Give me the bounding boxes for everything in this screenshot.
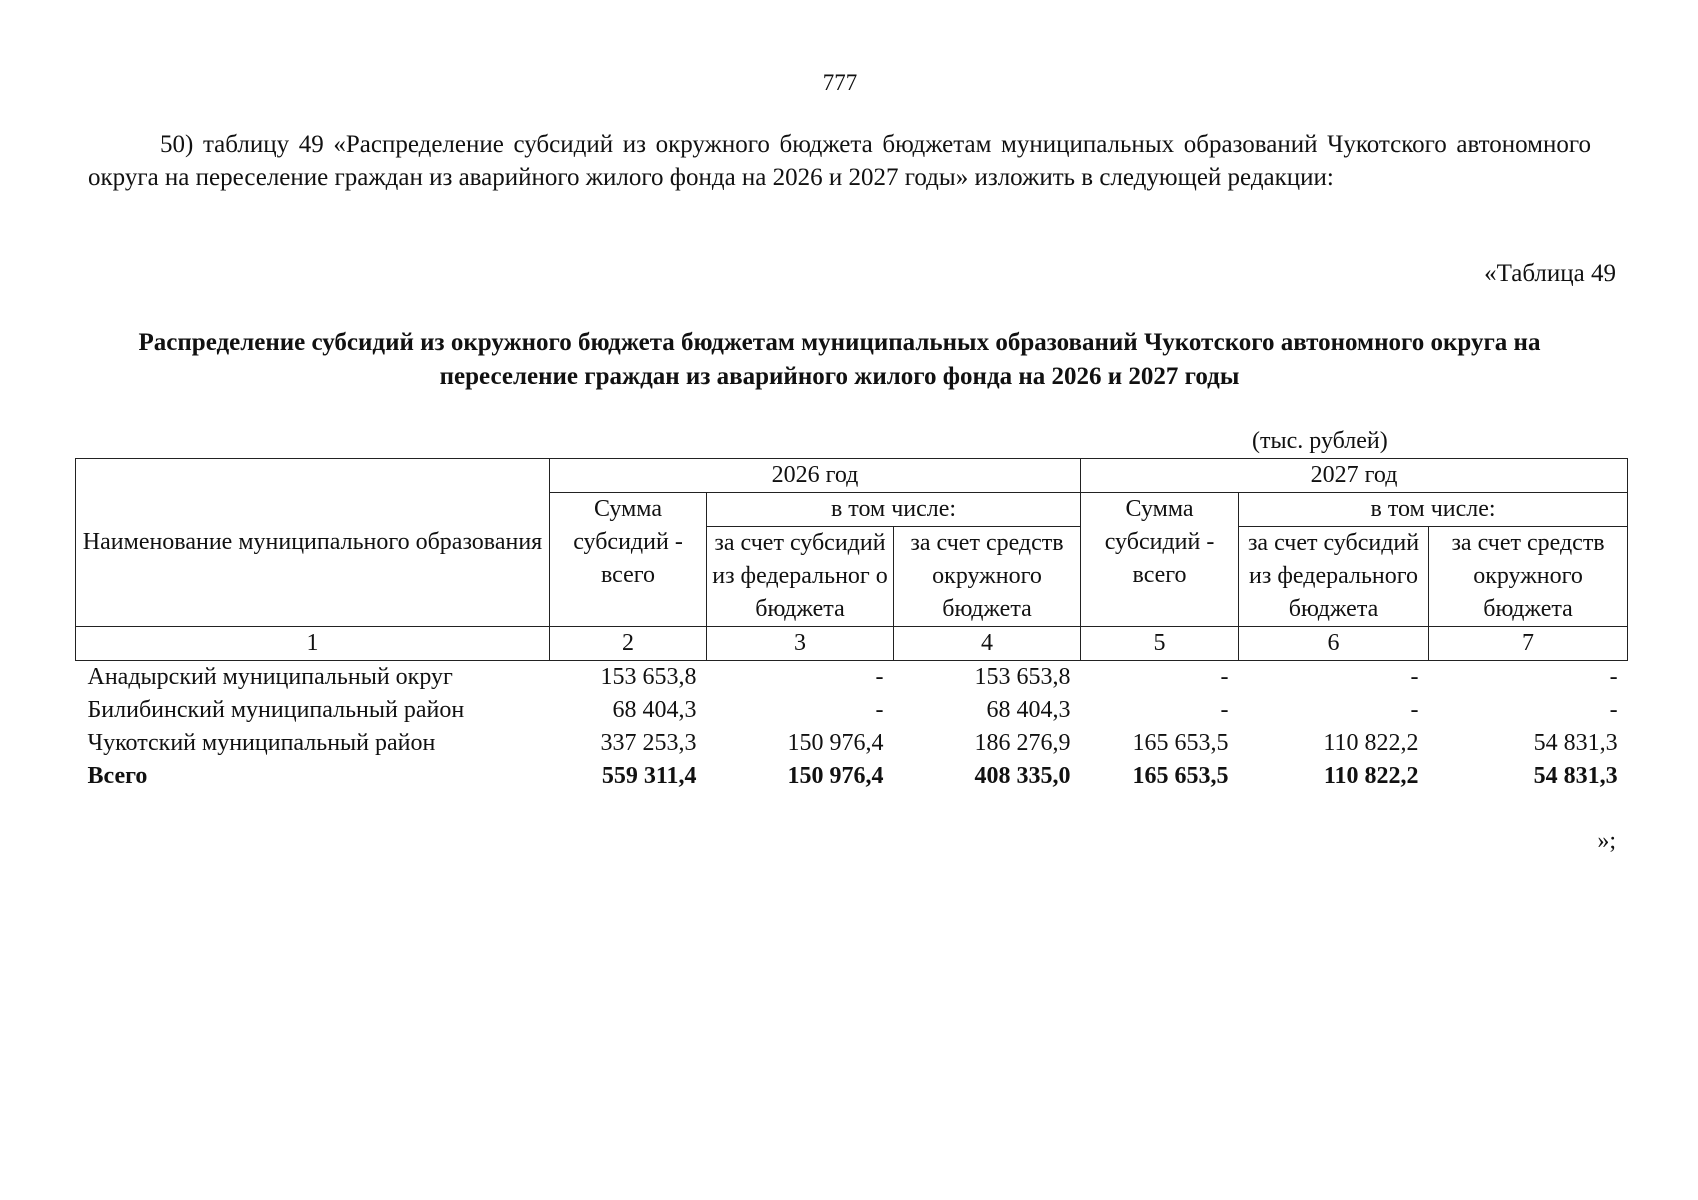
page-number: 777	[822, 70, 858, 95]
header-including-2026: в том числе:	[707, 493, 1081, 527]
subsidy-table	[75, 458, 1628, 793]
intro-paragraph: 50) таблицу 49 «Распределение субсидий из окружного бюджета бюджетам муниципальных образований Чукотского автономного округа на переселение граждан из аварийного жилого фонда на 2026 и 2027 годы» изложить в следующей редакции:	[88, 131, 1591, 191]
cell-federal-2026: 150 976,4	[787, 730, 884, 756]
total-2027: 165 653,5	[1132, 763, 1229, 789]
col-number: 1	[76, 627, 550, 661]
col-number: 3	[707, 627, 894, 661]
header-municipality: Наименование муниципального образования	[76, 459, 550, 627]
cell-okrug-2026: 153 653,8	[974, 664, 1071, 690]
total-okrug-2027: 54 831,3	[1533, 763, 1618, 789]
cell-total-2026: 337 253,3	[600, 730, 697, 756]
cell-federal-2027: 110 822,2	[1323, 730, 1419, 756]
cell-total-2027: -	[1220, 697, 1229, 723]
cell-okrug-2026: 68 404,3	[986, 697, 1071, 723]
row-municipality: Билибинский муниципальный район	[87, 697, 465, 723]
cell-federal-2027: -	[1410, 697, 1419, 723]
total-federal-2026: 150 976,4	[787, 763, 884, 789]
total-row	[76, 760, 1628, 793]
col-number: 4	[894, 627, 1081, 661]
cell-okrug-2027: 54 831,3	[1533, 730, 1618, 756]
col-number: 7	[1429, 627, 1628, 661]
cell-total-2027: -	[1220, 664, 1229, 690]
total-federal-2027: 110 822,2	[1323, 763, 1419, 789]
total-okrug-2026: 408 335,0	[974, 763, 1071, 789]
cell-okrug-2026: 186 276,9	[974, 730, 1071, 756]
col-number: 6	[1239, 627, 1429, 661]
header-okrug-2027: за счет средств окружного бюджета	[1429, 527, 1628, 627]
header-okrug-2026: за счет средств окружного бюджета	[894, 527, 1081, 627]
table-caption: «Таблица 49	[1484, 260, 1616, 287]
cell-federal-2026: -	[875, 664, 884, 690]
closing-quote: »;	[1597, 828, 1616, 854]
cell-federal-2026: -	[875, 697, 884, 723]
col-number: 2	[550, 627, 707, 661]
total-2026: 559 311,4	[601, 763, 697, 789]
table-row	[76, 661, 1628, 695]
cell-okrug-2027: -	[1609, 664, 1618, 690]
units-label: (тыс. рублей)	[1252, 428, 1388, 454]
header-total-2026: Сумма субсидий - всего	[550, 493, 707, 627]
row-municipality: Чукотский муниципальный район	[87, 730, 436, 756]
col-number: 5	[1081, 627, 1239, 661]
header-year-2027: 2027 год	[1081, 459, 1628, 493]
header-federal-2027: за счет субсидий из федерального бюджета	[1239, 527, 1429, 627]
table-row	[76, 694, 1628, 727]
cell-total-2027: 165 653,5	[1132, 730, 1229, 756]
table-title: Распределение субсидий из окружного бюджета бюджетам муниципальных образований Чукотского автономного округа на переселение граждан из аварийного жилого фонда на 2026 и 2027 годы	[138, 329, 1541, 390]
header-federal-2026: за счет субсидий из федеральног о бюджета	[707, 527, 894, 627]
row-municipality: Анадырский муниципальный округ	[87, 664, 453, 690]
cell-federal-2027: -	[1410, 664, 1419, 690]
header-year-2026: 2026 год	[550, 459, 1081, 493]
cell-total-2026: 153 653,8	[600, 664, 697, 690]
header-total-2027: Сумма субсидий - всего	[1081, 493, 1239, 627]
table-row	[76, 727, 1628, 760]
header-including-2027: в том числе:	[1239, 493, 1628, 527]
cell-okrug-2027: -	[1609, 697, 1618, 723]
total-label: Всего	[87, 763, 148, 789]
cell-total-2026: 68 404,3	[612, 697, 697, 723]
